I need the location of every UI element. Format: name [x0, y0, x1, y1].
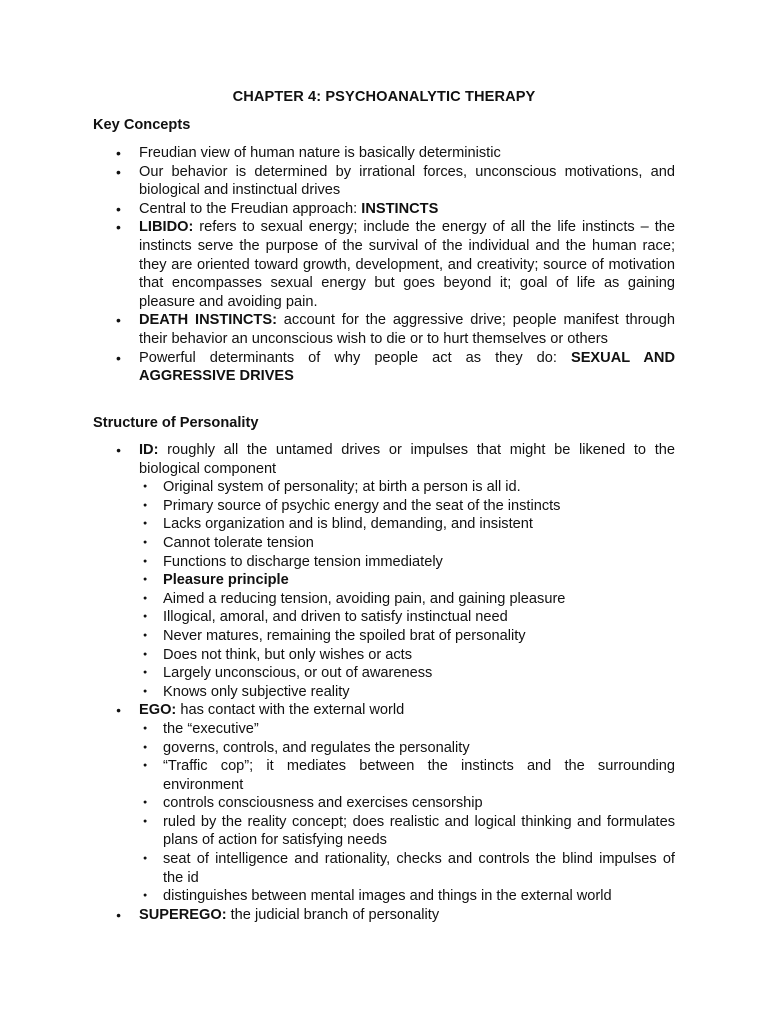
- sublist-item: ● Aimed a reducing tension, avoiding pain, and gaining pleasure: [163, 590, 675, 609]
- chapter-title: CHAPTER 4: PSYCHOANALYTIC THERAPY: [232, 89, 536, 105]
- id-sublist: [139, 478, 675, 701]
- ego-sublist: [139, 720, 675, 906]
- sublist-item: ● the “executive”: [163, 720, 675, 739]
- list-item: • Our behavior is determined by irrational forces, unconscious motivations, and biological and instinctual drives: [139, 163, 675, 200]
- sublist-item: ● Largely unconscious, or out of awareness: [163, 664, 675, 683]
- sublist-item: ● Functions to discharge tension immediately: [163, 553, 675, 572]
- key-concepts-heading: Key Concepts: [93, 117, 191, 133]
- sublist-item: ● governs, controls, and regulates the personality: [163, 739, 675, 758]
- sublist-item: ● Never matures, remaining the spoiled brat of personality: [163, 627, 675, 646]
- list-item: • Freudian view of human nature is basically deterministic: [139, 144, 675, 163]
- sublist-item: ● seat of intelligence and rationality, checks and controls the blind impulses of the id: [163, 850, 675, 887]
- sublist-item: ● controls consciousness and exercises censorship: [163, 794, 675, 813]
- sublist-item: ● Does not think, but only wishes or acts: [163, 646, 675, 665]
- sublist-item: ● Original system of personality; at birth a person is all id.: [163, 478, 675, 497]
- sublist-item: ● “Traffic cop”; it mediates between the instincts and the surrounding environment: [163, 757, 675, 794]
- sublist-item: ● Lacks organization and is blind, demanding, and insistent: [163, 515, 675, 534]
- list-item-death-instincts: • DEATH INSTINCTS: account for the aggressive drive; people manifest through their behavior an unconscious wish to die or to hurt themselves or others: [139, 311, 675, 348]
- sublist-item: ● Primary source of psychic energy and the seat of the instincts: [163, 497, 675, 516]
- list-item: • Central to the Freudian approach: INSTINCTS: [139, 200, 675, 219]
- sublist-item: ● Knows only subjective reality: [163, 683, 675, 702]
- list-item-libido: • LIBIDO: refers to sexual energy; include the energy of all the life instincts – the instincts serve the purpose of the survival of the individual and the human race; they are oriented toward growth, development, and creativity; source of motivation that encompasses sexual energy but goes beyond it; goal of life as gaining pleasure and avoiding pain.: [139, 218, 675, 311]
- structure-list: [139, 441, 675, 924]
- list-item-id: ● ID: roughly all the untamed drives or impulses that might be likened to the biological component ● Original system of personality; at birth a person is all id. ● Primary source of psychic energy and the seat of the instincts ● Lacks organization and is blind, demanding, and insistent ● Cannot tolerate tension ● Functions to discharge tension immediately ● Pleasure principle ● Aimed a reducing tension, avoiding pain, and gaining pleasure ● Illogical, amoral, and driven to satisfy instinctual need ● Never matures, remaining the spoiled brat of personality ● Does not think, but only wishes or acts ● Largely unconscious, or out of awareness ● Knows only subjective reality: [139, 441, 675, 701]
- sublist-item: ● ruled by the reality concept; does realistic and logical thinking and formulates plans of action for satisfying needs: [163, 813, 675, 850]
- list-item-ego: ● EGO: has contact with the external world ● the “executive” ● governs, controls, and regulates the personality ● “Traffic cop”; it mediates between the instincts and the surrounding environment ● controls consciousness and exercises censorship ● ruled by the reality concept; does realistic and logical thinking and formulates plans of action for satisfying needs ● seat of intelligence and rationality, checks and controls the blind impulses of the id ● distinguishes between mental images and things in the external world: [139, 701, 675, 906]
- structure-heading: Structure of Personality: [93, 415, 259, 431]
- sublist-item: ● Cannot tolerate tension: [163, 534, 675, 553]
- sublist-item-pleasure-principle: ● Pleasure principle: [163, 571, 675, 590]
- key-concepts-list: [139, 144, 675, 386]
- sublist-item: ● Illogical, amoral, and driven to satisfy instinctual need: [163, 608, 675, 627]
- list-item-superego: ● SUPEREGO: the judicial branch of personality: [139, 906, 675, 925]
- list-item: • Powerful determinants of why people act as they do: SEXUAL AND AGGRESSIVE DRIVES: [139, 349, 675, 386]
- sublist-item: ● distinguishes between mental images and things in the external world: [163, 887, 675, 906]
